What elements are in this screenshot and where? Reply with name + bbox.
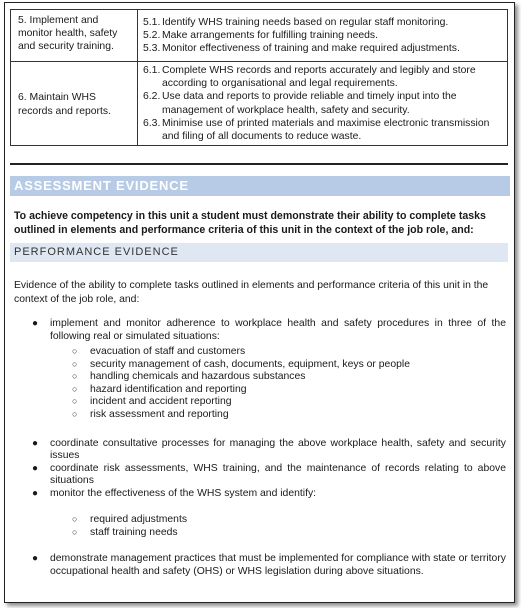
performance-bullets [14, 318, 506, 578]
circle-bullet-icon: ○ [72, 396, 78, 407]
criteria-table [10, 9, 508, 146]
circle-bullet-icon: ○ [72, 383, 78, 394]
criteria-cell [138, 10, 508, 62]
performance-evidence-heading: PERFORMANCE EVIDENCE [10, 243, 508, 262]
sub-item: ○ handling chemicals and hazardous substances [72, 371, 306, 383]
criterion: 6.1. Complete WHS records and reports accurately and legibly and store according to organisational and legal requirements. [143, 65, 476, 90]
assessment-evidence-heading: ASSESSMENT EVIDENCE [10, 176, 510, 196]
sub-list [72, 514, 506, 539]
divider [10, 163, 508, 165]
bullet-icon: ● [32, 487, 39, 499]
sub-item: ○ required adjustments [72, 514, 188, 526]
sub-list [72, 346, 506, 422]
criterion: 5.2. Make arrangements for fulfilling training needs. [143, 30, 379, 42]
sub-item: ○ evacuation of staff and customers [72, 346, 246, 357]
performance-paragraph: Evidence of the ability to complete tasks outlined in elements and performance criteria of this unit in the context of the job role, and: [14, 280, 489, 305]
circle-bullet-icon: ○ [72, 526, 78, 537]
table-row [11, 10, 508, 62]
circle-bullet-icon: ○ [72, 514, 78, 525]
sub-item: ○ staff training needs [72, 526, 178, 538]
bullet-item: ● coordinate risk assessments, WHS training, and the maintenance of records relating to above situations [32, 462, 506, 487]
bullet-item: ● monitor the effectiveness of the WHS system and identify: ○ required adjustments ○ staff training needs [14, 488, 506, 540]
sub-item: ○ risk assessment and reporting [72, 408, 229, 420]
circle-bullet-icon: ○ [72, 371, 78, 382]
bullet-icon: ● [32, 437, 39, 449]
circle-bullet-icon: ○ [72, 408, 78, 419]
element-cell: 5. Implement and monitor health, safety and security training. [11, 10, 138, 62]
criteria-cell [138, 62, 508, 146]
circle-bullet-icon: ○ [72, 346, 78, 356]
circle-bullet-icon: ○ [72, 358, 78, 369]
bullet-item: ● coordinate consultative processes for managing the above workplace health, safety and security issues [32, 437, 506, 462]
sub-item: ○ hazard identification and reporting [72, 383, 247, 395]
sub-item: ○ security management of cash, documents, equipment, keys or people [72, 358, 410, 370]
criterion: 6.2. Use data and reports to provide reliable and timely input into the management of workplace health, safety and security. [143, 91, 457, 116]
bullet-item: ● demonstrate management practices that must be implemented for compliance with state or territory occupational health and safety (OHS) or WHS legislation during above situations. [32, 553, 506, 577]
table-row [11, 62, 508, 146]
bullet-item: ● implement and monitor adherence to workplace health and safety procedures in three of the following real or simulated situations: ○ evacuation of staff and customers ○ security management of cash, documents, equipment, keys or people ○ handling chemicals and hazardous substances ○ hazard identification and reporting ○ incident and accident reporting ○ risk assessment and reporting [32, 318, 506, 420]
bullet-icon: ● [32, 462, 39, 474]
criterion: 5.3. Monitor effectiveness of training and make required adjustments. [143, 43, 460, 55]
criterion: 5.1. Identify WHS training needs based on regular staff monitoring. [143, 17, 449, 28]
assessment-intro: To achieve competency in this unit a student must demonstrate their ability to complete tasks outlined in elements and performance criteria of this unit in the context of the job role, and: [14, 210, 486, 236]
criterion: 6.3. Minimise use of printed materials and maximise electronic transmission and filing of all documents to reduce waste. [143, 117, 490, 143]
bullet-icon: ● [32, 553, 39, 565]
sub-item: ○ incident and accident reporting [72, 396, 232, 408]
element-cell: 6. Maintain WHS records and reports. [11, 62, 138, 146]
bullet-icon: ● [32, 318, 39, 329]
